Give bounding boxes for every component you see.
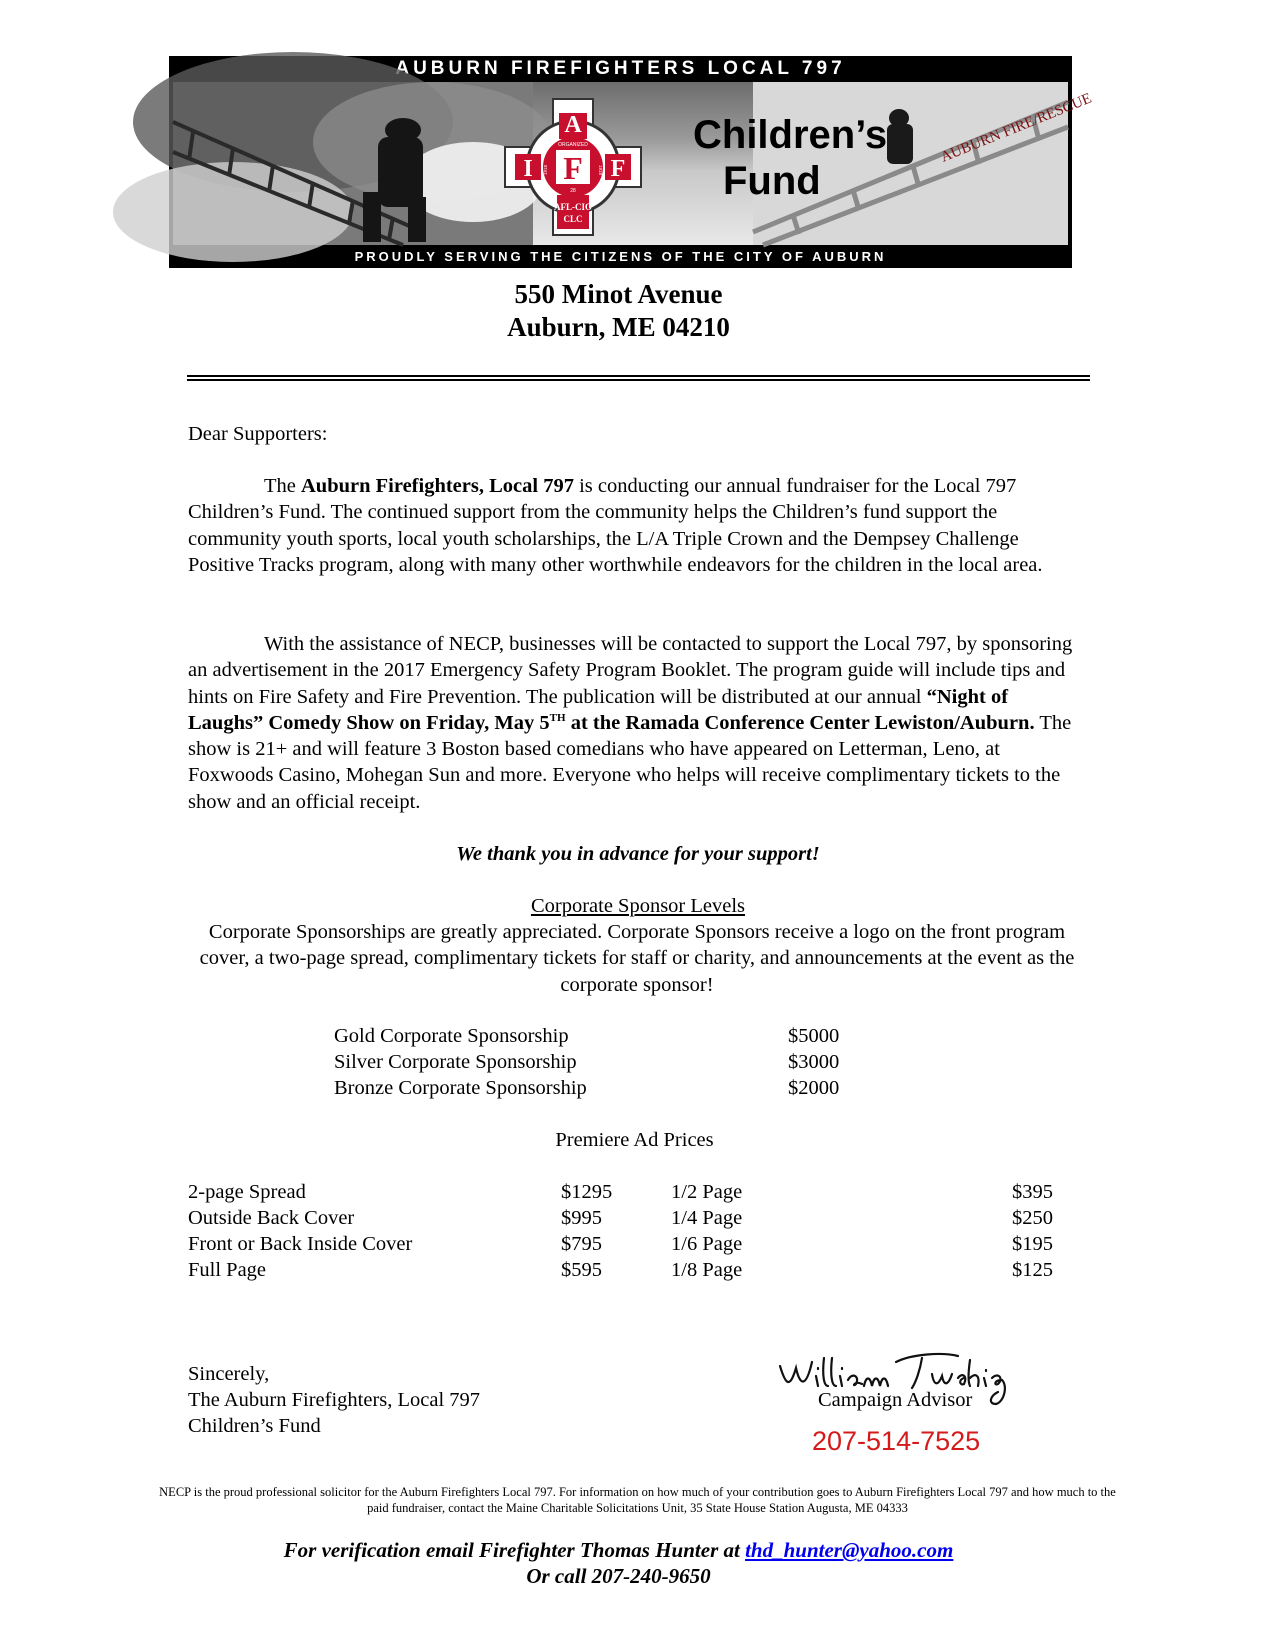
p2-text-a: With the assistance of NECP, businesses will be contacted to support the Local 797, by sponsoring an advertisement in the 2017 Emergency Safety Program Booklet. The program guide will include tips and hints on Fire Safety and Fire Prevention. The publication will be distributed at our annual [188, 633, 1073, 708]
logo-letter-i: I [523, 156, 533, 182]
closing-org-line-2: Children’s Fund [188, 1415, 321, 1437]
divider-rule [187, 375, 1090, 377]
sponsor-level-price: $5000 [788, 1025, 840, 1047]
corporate-heading: Corporate Sponsor Levels [530, 895, 746, 917]
paragraph-2 [188, 631, 1088, 815]
signatory-role: Campaign Advisor [818, 1389, 973, 1411]
sponsor-level-price: $2000 [788, 1077, 840, 1099]
banner-bottom-text: PROUDLY SERVING THE CITIZENS OF THE CITY OF AUBURN [354, 249, 887, 264]
sponsor-level-name: Gold Corporate Sponsorship [334, 1025, 569, 1047]
p1-bold: Auburn Firefighters, Local 797 [301, 475, 574, 497]
sponsor-level-price: $3000 [788, 1051, 840, 1073]
paragraph-1 [188, 473, 1088, 578]
logo-ring-top: ORGANIZED [558, 142, 588, 148]
greeting: Dear Supporters: [188, 423, 328, 445]
verification-text: For verification email Firefighter Thomas Hunter at [283, 1538, 746, 1562]
banner-illustration [173, 82, 1095, 245]
corporate-description: Corporate Sponsorships are greatly appreciated. Corporate Sponsors receive a logo on the front program cover, a two-page spread, complimentary tickets for staff or charity, and announcements at the event as the corporate sponsor! [199, 921, 1075, 996]
divider-rule-2 [187, 379, 1090, 381]
address-line-2: Auburn, ME 04210 [507, 312, 730, 342]
logo-year-left: 1918 [543, 164, 548, 176]
ad-price: $395 [1012, 1181, 1053, 1203]
ad-price: $795 [561, 1233, 602, 1255]
ad-price: $250 [1012, 1207, 1053, 1229]
logo-bottom-text: AFL-CIO [554, 202, 592, 212]
childrens-fund-title [693, 112, 887, 204]
logo-badge-number: 28 [570, 188, 576, 194]
ad-name: 1/4 Page [671, 1207, 743, 1229]
verification-line-1 [0, 1537, 1237, 1563]
ad-price: $1295 [561, 1181, 613, 1203]
address-block [0, 278, 1237, 344]
ad-name: Outside Back Cover [188, 1207, 355, 1229]
ad-price: $195 [1012, 1233, 1053, 1255]
p2-sup: TH [549, 712, 566, 725]
ad-name: 1/8 Page [671, 1259, 743, 1281]
address-line-1: 550 Minot Avenue [514, 279, 723, 309]
p1-text-a: The [264, 475, 301, 497]
closing-sincerely: Sincerely, [188, 1363, 270, 1385]
title-line-1: Children’s [693, 113, 888, 157]
p1-text-b: is conducting our annual fundraiser for the Local 797 Children’s Fund. The continued support from the community helps the Children’s fund support the community youth sports, local youth scholarships, the L/A Triple Crown and the Dempsey Challenge Positive Tracks program, along with many other worthwhile endeavors for the children in the local area. [188, 475, 1043, 576]
verification-email-link[interactable]: thd_hunter@yahoo.com [745, 1538, 954, 1562]
ad-price: $595 [561, 1259, 602, 1281]
logo-letter-a: A [564, 112, 582, 138]
logo-letter-f-center: F [563, 150, 583, 186]
p2-bold-a: “Night of Laughs” Comedy Show on Friday, May 5 [188, 685, 1009, 734]
p2-bold-b: at the Ramada Conference Center Lewiston/Auburn. [565, 711, 1035, 734]
thanks-line: We thank you in advance for your support! [456, 843, 820, 865]
logo-letter-f-right: F [610, 156, 626, 182]
sponsor-level-name: Silver Corporate Sponsorship [334, 1051, 577, 1073]
verification-line-2: Or call 207-240-9650 [526, 1564, 711, 1588]
logo-bottom-text2: CLC [563, 214, 583, 224]
banner-photo [173, 82, 1095, 245]
ad-price: $995 [561, 1207, 602, 1229]
ad-name: 1/6 Page [671, 1233, 743, 1255]
ad-name: Full Page [188, 1259, 267, 1281]
title-line-2: Fund [723, 159, 821, 203]
truck-text: AUBURN FIRE/RESCUE [938, 90, 1095, 166]
header-banner [169, 56, 1095, 268]
ad-price: $125 [1012, 1259, 1053, 1281]
logo-year-right: 1918 [598, 164, 603, 176]
ad-prices-heading: Premiere Ad Prices [555, 1129, 714, 1151]
p2-text-b: The show is 21+ and will feature 3 Boston based comedians who have appeared on Letterman, Leno, at Foxwoods Casino, Mohegan Sun and more. Everyone who helps will receive complimentary tickets to the show and an official receipt. [188, 711, 1072, 813]
advisor-phone: 207-514-7525 [812, 1426, 981, 1456]
ad-name: 2-page Spread [188, 1181, 306, 1203]
ad-name: 1/2 Page [671, 1181, 743, 1203]
banner-top-text: AUBURN FIREFIGHTERS LOCAL 797 [395, 58, 846, 79]
closing-org-line-1: The Auburn Firefighters, Local 797 [188, 1389, 481, 1411]
solicitor-disclaimer: NECP is the proud professional solicitor for the Auburn Firefighters Local 797. For information on how much of your contribution goes to Auburn Firefighters Local 797 and how much to the paid fundraiser, contact the Maine Charitable Solicitations Unit, 35 State House Station Augusta, ME 04333 [159, 1485, 1116, 1515]
sponsor-level-name: Bronze Corporate Sponsorship [334, 1077, 587, 1099]
verification-block [0, 1537, 1237, 1589]
ad-name: Front or Back Inside Cover [188, 1233, 413, 1255]
